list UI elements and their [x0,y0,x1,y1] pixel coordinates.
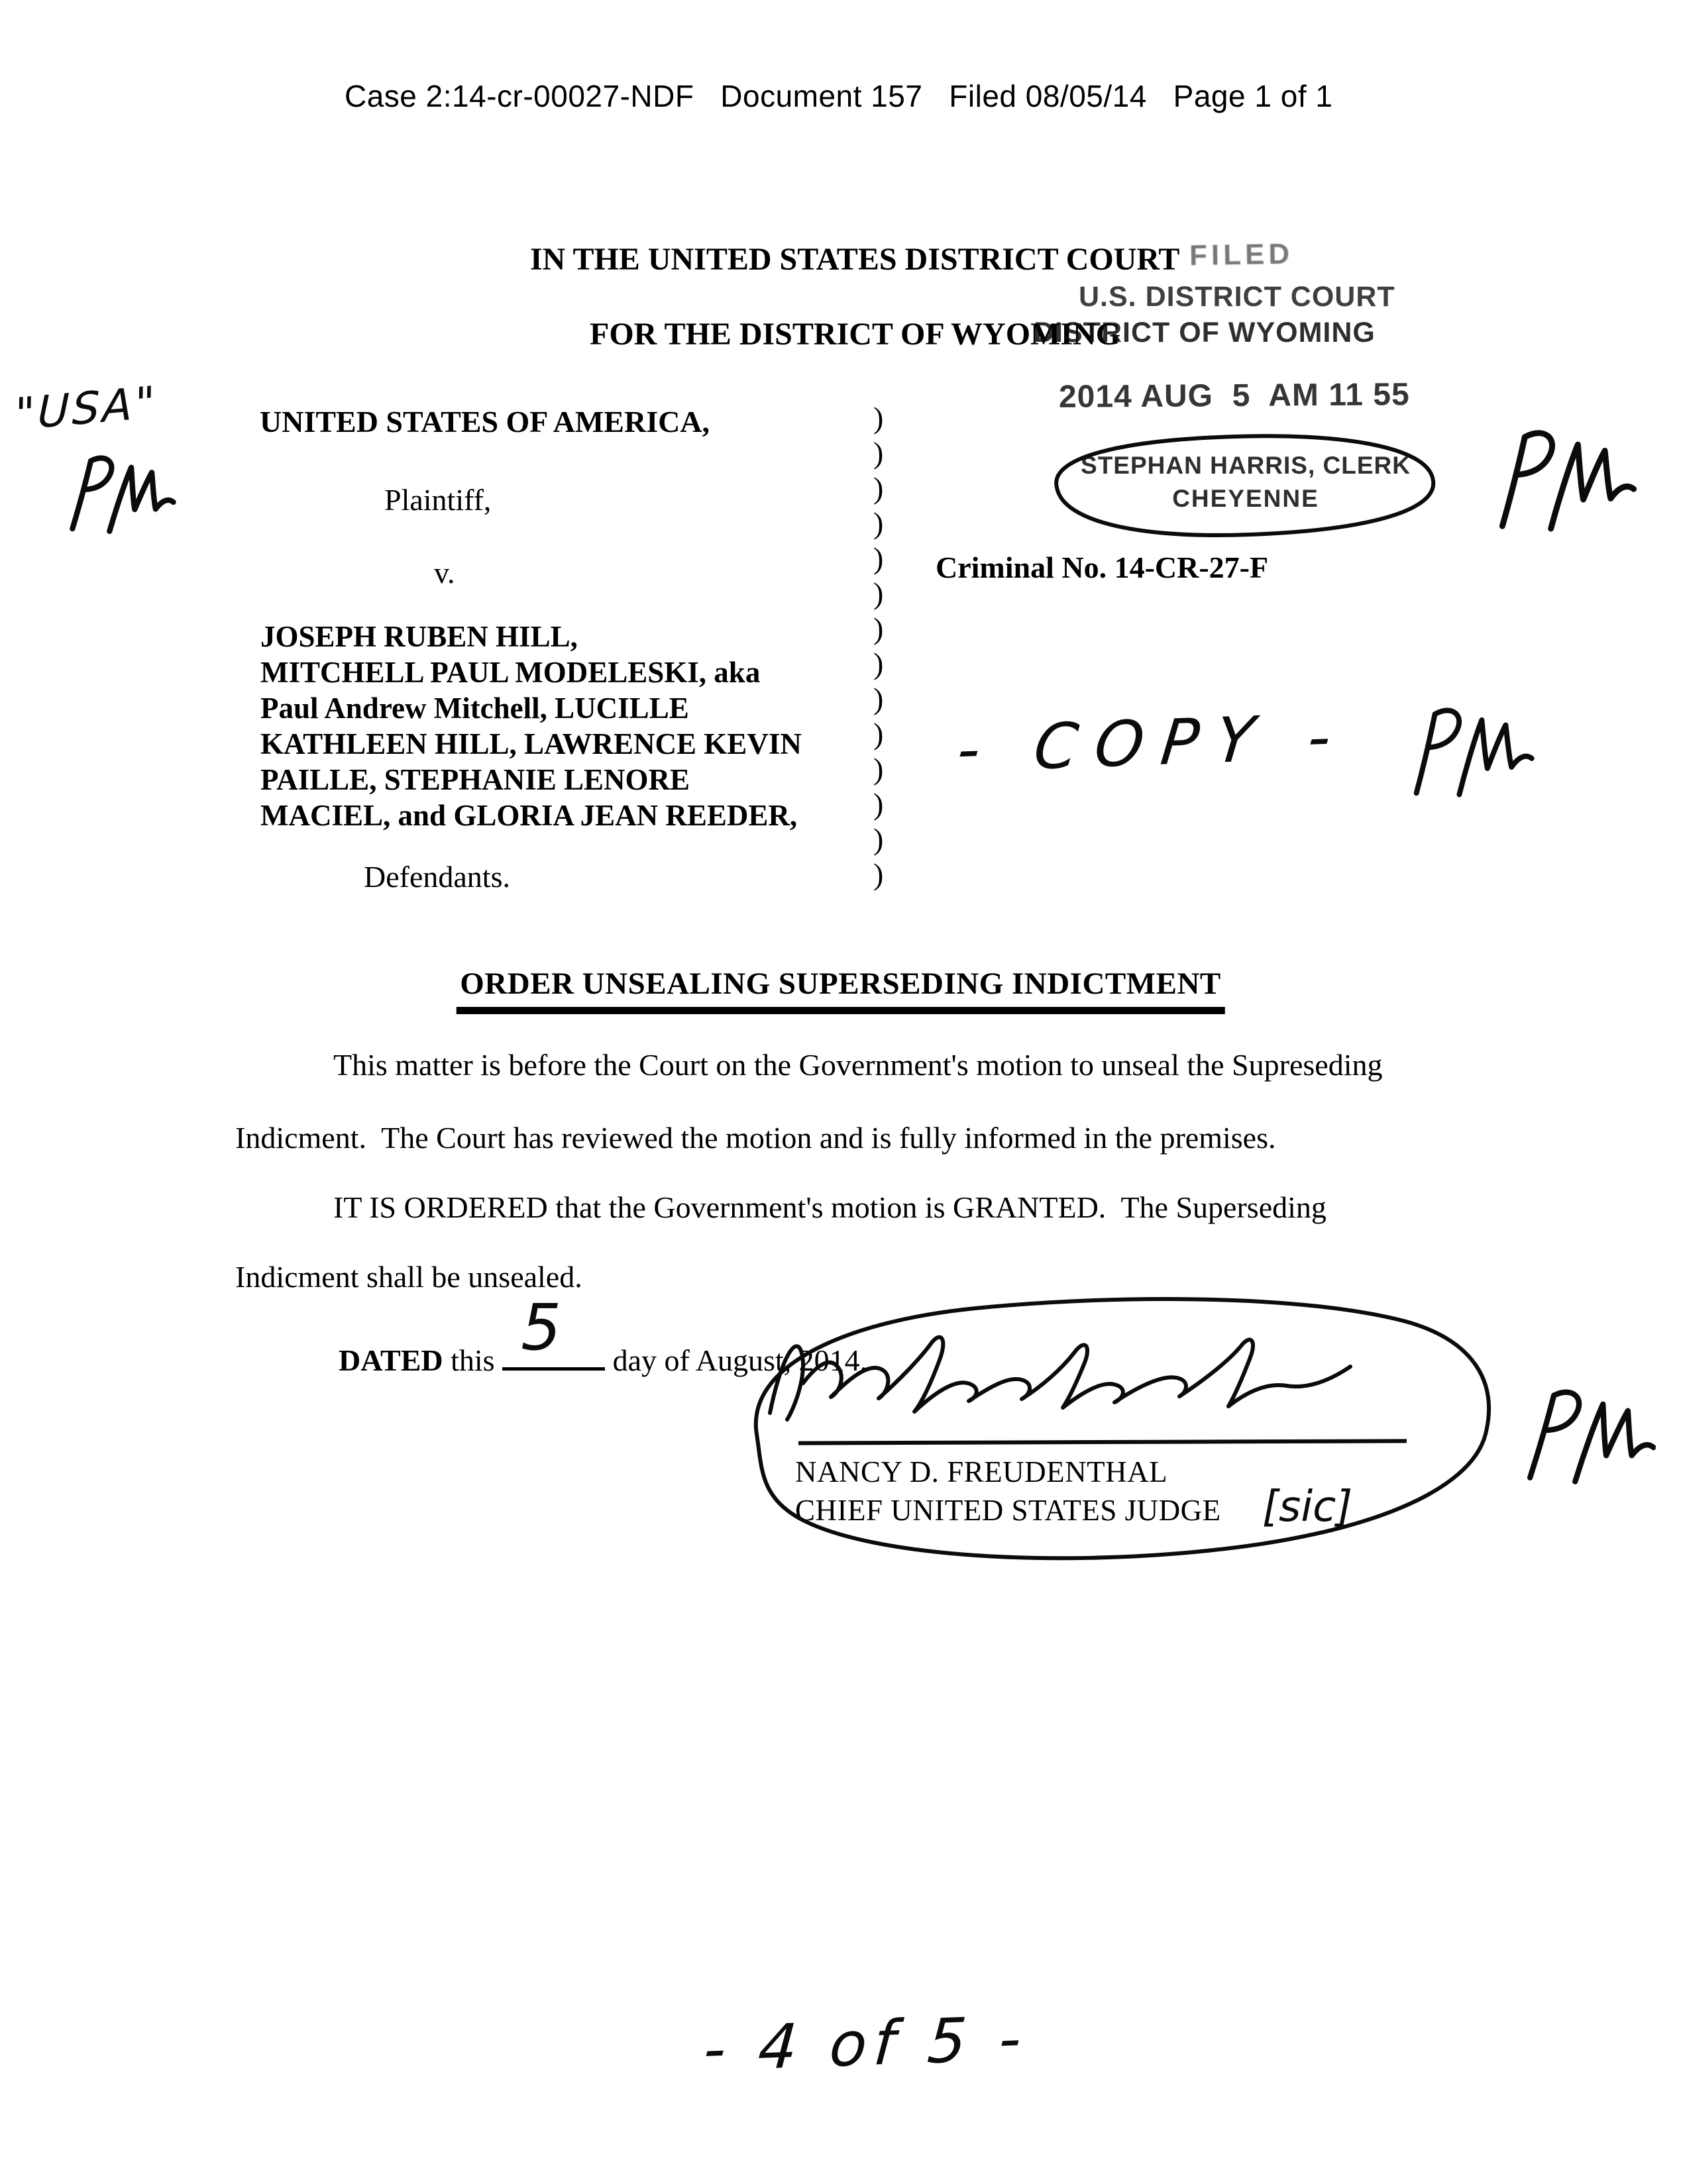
body-line-2: Indicment. The Court has reviewed the motion and is fully informed in the premises. [235,1121,1276,1155]
caption-paren-column [873,400,883,892]
caption-paren: ) [873,822,884,856]
district-of-wyoming-stamp: DISTRICT OF WYOMING [1034,317,1376,348]
date-blank-line [502,1290,605,1371]
caption-paren: ) [873,717,884,751]
defendant-line: Paul Andrew Mitchell, LUCILLE [260,692,689,725]
pm-initials-clerk [1485,419,1647,539]
judge-title: CHIEF UNITED STATES JUDGE [795,1494,1221,1527]
caption-paren: ) [873,576,884,610]
clerk-city: CHEYENNE [1172,485,1319,512]
caption-paren: ) [873,647,884,680]
body-line-1: This matter is before the Court on the Government's motion to unseal the Supreseding [333,1048,1383,1082]
versus: v. [434,556,455,590]
caption-paren: ) [873,541,884,575]
caption-paren: ) [873,682,884,715]
caption-paren: ) [873,401,884,435]
caption-paren: ) [873,857,884,891]
body-line-3: IT IS ORDERED that the Government's motion is GRANTED. The Superseding [333,1190,1327,1224]
case-number: Criminal No. 14-CR-27-F [936,550,1269,584]
defendant-line: PAILLE, STEPHANIE LENORE [260,763,690,796]
judge-name: NANCY D. FREUDENTHAL [795,1455,1168,1488]
filed-stamp: FILED [1189,237,1294,272]
hand-drawn-circle-signature [696,1275,1514,1573]
ecf-header-line: Case 2:14-cr-00027-NDF Document 157 Filed 08/05/14 Page 1 of 1 [345,79,1333,113]
plaintiff-label: Plaintiff, [384,483,492,517]
body-line-4: Indicment shall be unsealed. [235,1260,582,1294]
defendant-line: JOSEPH RUBEN HILL, [260,620,578,653]
dated-word: DATED [339,1343,443,1377]
defendants-label: Defendants. [364,860,510,894]
defendant-names [260,619,802,833]
clerk-name: STEPHAN HARRIS, CLERK [1081,452,1411,479]
caption-paren: ) [873,752,884,786]
handwritten-usa-note: "USA" [14,376,158,441]
court-heading-line1: IN THE UNITED STATES DISTRICT COURT [530,242,1180,277]
handwritten-day-number: 5 [521,1290,562,1365]
court-heading-line2: FOR THE DISTRICT OF WYOMING [590,317,1121,352]
pm-initials-margin [62,446,181,541]
caption-paren: ) [873,506,884,540]
defendant-line: MITCHELL PAUL MODELESKI, aka [260,656,761,689]
dated-rest: day of August, 2014. [612,1343,868,1377]
defendant-line: MACIEL, and GLORIA JEAN REEDER, [260,799,798,832]
order-title: ORDER UNSEALING SUPERSEDING INDICTMENT [456,966,1225,1014]
dated-this: this [451,1343,495,1377]
handwritten-copy-note: - COPY - [953,700,1352,787]
us-district-court-stamp: U.S. DISTRICT COURT [1079,281,1395,313]
pm-initials-signature [1519,1373,1661,1500]
pm-initials-copy [1401,698,1541,802]
caption-paren: ) [873,611,884,645]
caption-paren: ) [873,471,884,505]
handwritten-sic-note: [sic] [1262,1482,1353,1532]
defendant-line: KATHLEEN HILL, LAWRENCE KEVIN [260,727,802,760]
caption-paren: ) [873,436,884,470]
handwritten-page-note: - 4 of 5 - [701,2002,1030,2085]
clerk-stamp [1017,424,1474,550]
caption-paren: ) [873,787,884,821]
date-time-stamp: 2014 AUG 5 AM 11 55 [1058,377,1410,415]
plaintiff-name: UNITED STATES OF AMERICA, [260,405,710,439]
